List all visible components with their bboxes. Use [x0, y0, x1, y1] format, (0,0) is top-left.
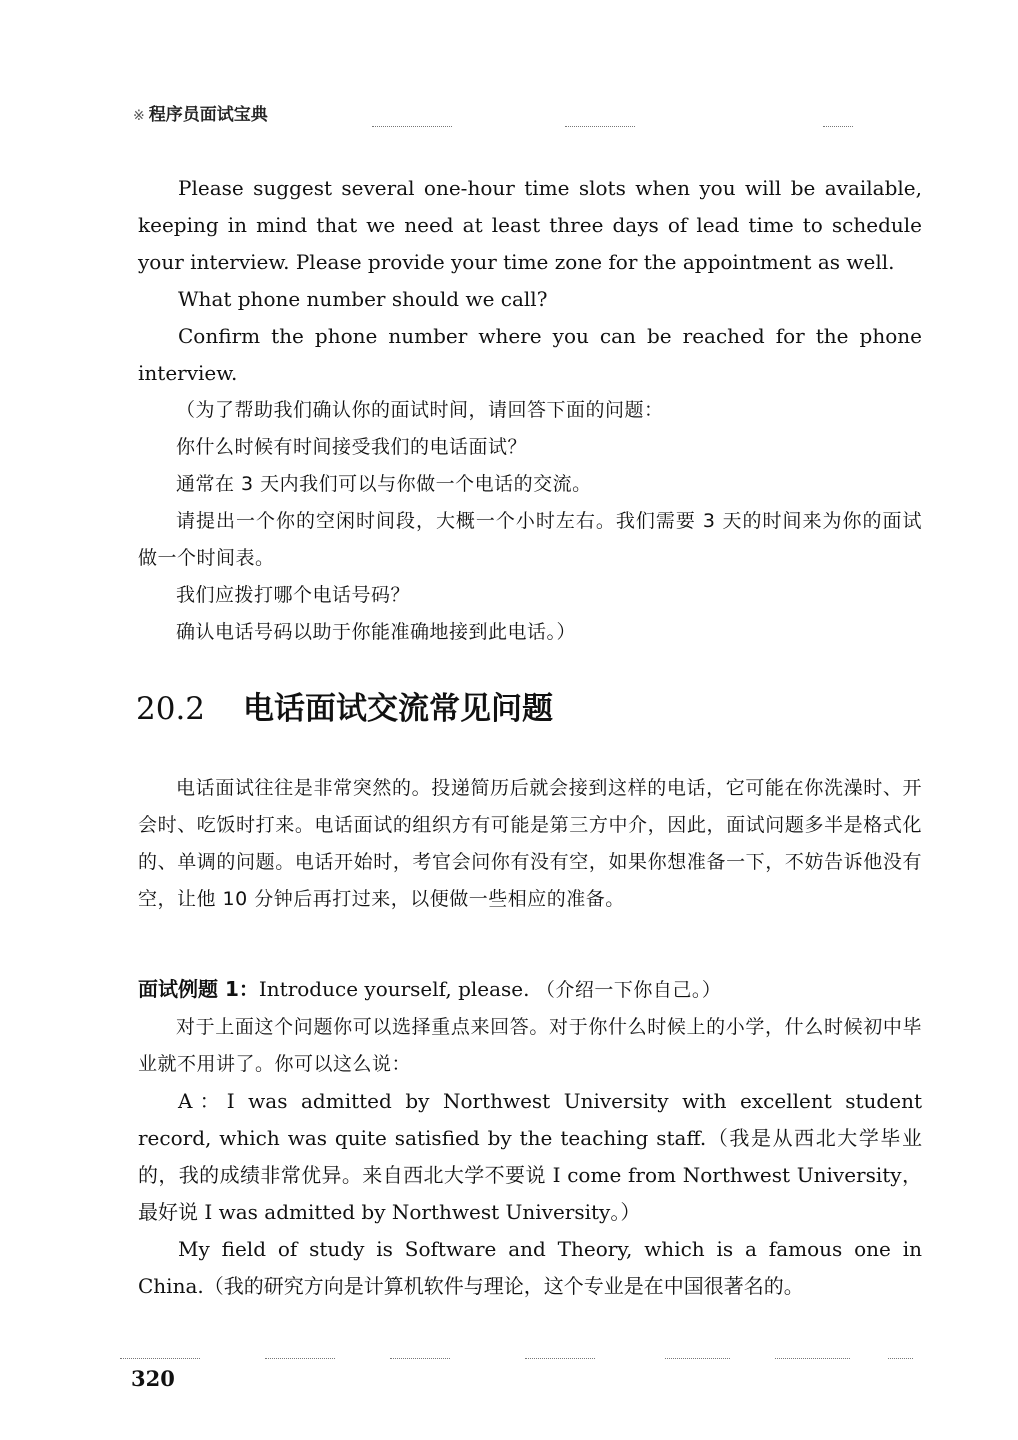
section-number: 20.2 [136, 691, 206, 727]
example-block [138, 971, 922, 1305]
running-header [133, 100, 268, 125]
footer-rule [665, 1358, 730, 1359]
paragraph: （为了帮助我们确认你的面试时间，请回答下面的问题： [176, 399, 664, 421]
paragraph: 通常在 3 天内我们可以与你做一个电话的交流。 [176, 473, 592, 495]
paragraph: My field of study is Software and Theory, which is a famous one in China.（我的研究方向是计算机软件与理论，这个专业是在中国很著名的。 [138, 1237, 922, 1298]
paragraph: 请提出一个你的空闲时间段，大概一个小时左右。我们需要 3 天的时间来为你的面试做一个时间表。 [138, 510, 922, 569]
paragraph: A：I was admitted by Northwest University with excellent student record, which was quite satisfied by the teaching staff.（我是从西北大学毕业的，我的成绩非常优异。来自西北大学不要说 I come from Northwest University，最好说 I was admitted by Northwest University。） [138, 1089, 922, 1224]
paragraph: Please suggest several one-hour time slots when you will be available, keeping in mind that we need at least three days of lead time to schedule your interview. Please provide your time zone for the appointment as well. [138, 176, 922, 274]
paragraph: Confirm the phone number where you can be reached for the phone interview. [138, 324, 922, 385]
header-rule [372, 126, 452, 127]
example-question [138, 971, 922, 1009]
intro-block [138, 170, 922, 651]
footer-rule [390, 1358, 450, 1359]
paragraph: 确认电话号码以助于你能准确地接到此电话。） [176, 621, 577, 643]
question-cn: （介绍一下你自己。） [535, 979, 722, 1001]
paragraph: 对于上面这个问题你可以选择重点来回答。对于你什么时候上的小学，什么时候初中毕业就不用讲了。你可以这么说： [138, 1016, 922, 1075]
page-number: 320 [131, 1366, 175, 1391]
paragraph: 电话面试往往是非常突然的。投递简历后就会接到这样的电话，它可能在你洗澡时、开会时、吃饭时打来。电话面试的组织方有可能是第三方中介，因此，面试问题多半是格式化的、单调的问题。电话开始时，考官会问你有没有空，如果你想准备一下，不妨告诉他没有空，让他 10 分钟后再打过来，以便做一些相应的准备。 [138, 777, 922, 910]
section-heading [136, 683, 553, 728]
header-mark: ※ [133, 108, 145, 124]
footer-rule [525, 1358, 595, 1359]
paragraph: 我们应拨打哪个电话号码？ [176, 584, 411, 606]
section-body [138, 770, 922, 918]
question-en: Introduce yourself, please. [258, 977, 530, 1001]
header-rule [823, 126, 853, 127]
header-rule [565, 126, 635, 127]
footer-rule [120, 1358, 200, 1359]
book-title: 程序员面试宝典 [148, 105, 268, 125]
footer-rule [888, 1358, 913, 1359]
footer-rule [265, 1358, 335, 1359]
paragraph: 你什么时候有时间接受我们的电话面试？ [176, 436, 528, 458]
example-label: 面试例题 1： [138, 977, 259, 1001]
footer-rule [775, 1358, 850, 1359]
section-title: 电话面试交流常见问题 [243, 691, 554, 727]
paragraph: What phone number should we call? [178, 287, 548, 311]
